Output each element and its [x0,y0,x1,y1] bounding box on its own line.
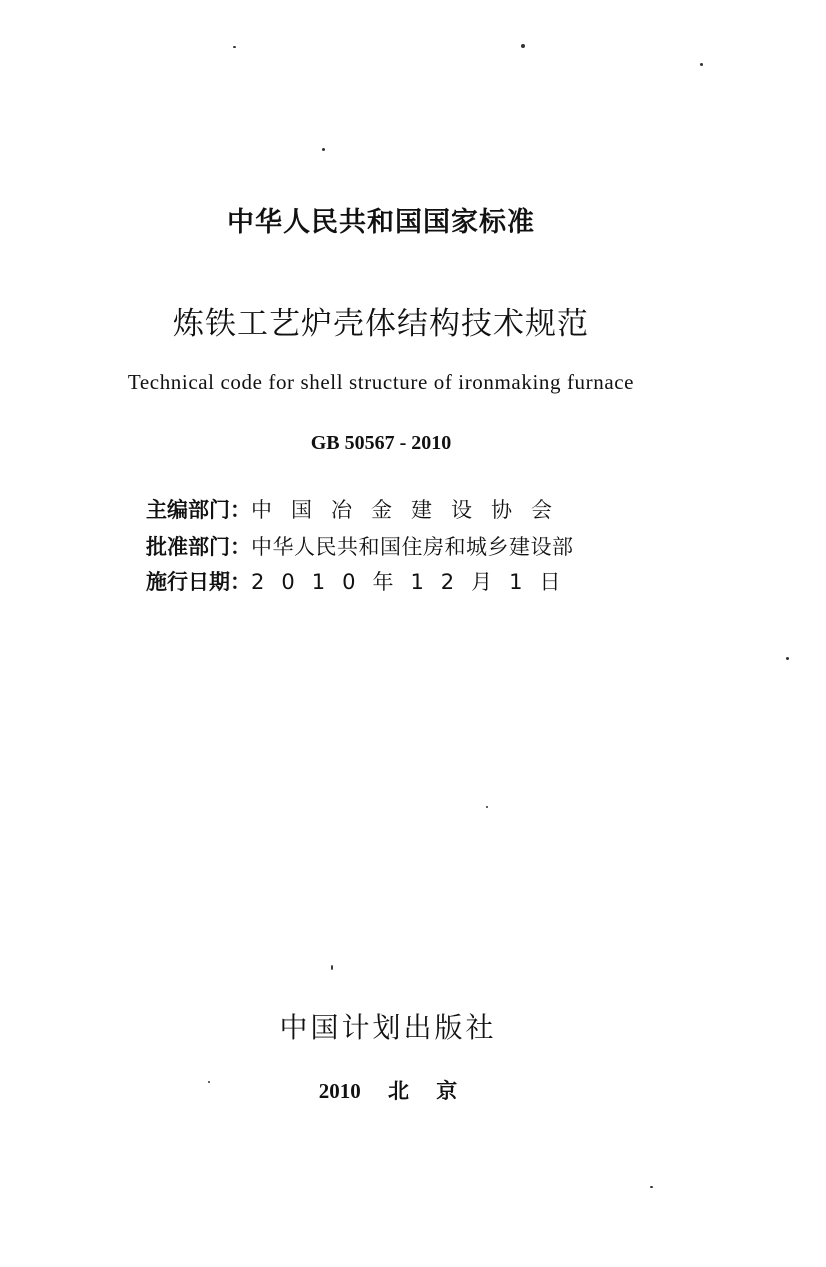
approver-value: 中华人民共和国住房和城乡建设部 [251,535,574,559]
approver-row [146,531,574,561]
publication-imprint: 2010 北 京 [318,1079,458,1103]
scan-speck [786,657,789,660]
approver-label: 批准部门： [146,535,251,559]
scan-speck [322,148,325,151]
effective-date-label: 施行日期： [146,570,251,594]
effective-date-row [146,566,578,596]
scan-speck [486,806,488,808]
standard-series-heading: 中华人民共和国国家标准 [227,207,535,238]
document-title-english: Technical code for shell structure of ironmaking furnace [127,370,635,394]
effective-date-value: 2010年12月1日 [251,570,578,594]
scan-speck [233,46,236,48]
chief-editor-label: 主编部门： [146,498,251,522]
standard-number: GB 50567 - 2010 [310,432,452,454]
scan-speck [331,965,333,970]
document-title-chinese: 炼铁工艺炉壳体结构技术规范 [173,306,589,342]
scan-speck [700,63,703,66]
chief-editor-row [146,494,571,524]
scan-speck [521,44,525,48]
chief-editor-value: 中国冶金建设协会 [251,498,571,522]
scan-speck [650,1186,653,1188]
publisher-name: 中国计划出版社 [279,1011,497,1044]
